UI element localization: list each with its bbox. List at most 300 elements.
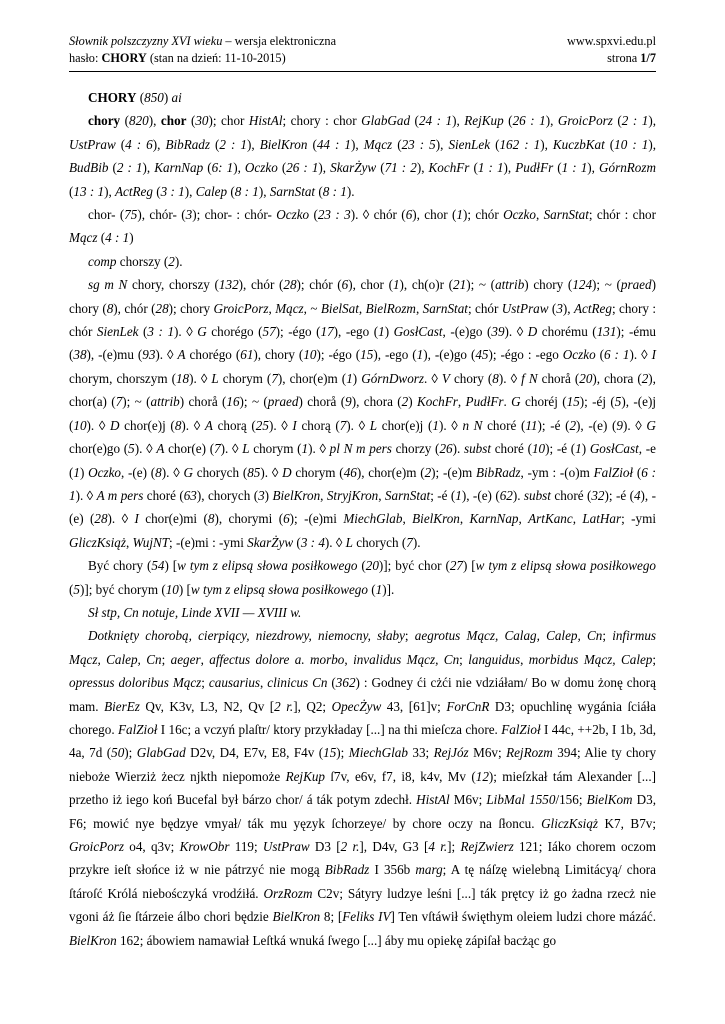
text-run: ). xyxy=(174,253,183,269)
text-run: chorému ( xyxy=(537,324,597,340)
italic-run: opressus doloribus Mącz xyxy=(69,675,202,691)
italic-run: Oczko xyxy=(276,207,310,223)
header-divider xyxy=(69,71,656,72)
italic-run: G xyxy=(183,464,193,480)
text-run: ( xyxy=(327,675,336,691)
italic-run: BierEz xyxy=(104,698,140,714)
text-run: ) [ xyxy=(164,558,178,574)
italic-run: BibRadz xyxy=(324,862,370,878)
italic-run: Calep xyxy=(195,183,228,199)
text-run: ( xyxy=(604,136,615,152)
italic-run: G xyxy=(646,417,656,433)
text-run: Być chory ( xyxy=(88,558,152,574)
italic-run: 6 xyxy=(283,511,290,527)
italic-run: 1 xyxy=(432,417,439,433)
italic-run: BielKom xyxy=(586,792,633,808)
text-run: ), chora ( xyxy=(351,394,402,410)
text-run: , xyxy=(358,300,366,316)
text-run: ), xyxy=(152,136,166,152)
italic-run: 63 xyxy=(183,487,197,503)
entry-paragraph xyxy=(69,109,656,203)
italic-run: 1 xyxy=(378,324,385,340)
entry-paragraph xyxy=(69,273,656,554)
italic-run: HistAl xyxy=(248,113,283,129)
text-run: ( xyxy=(97,230,106,246)
italic-run: 132 xyxy=(218,277,239,293)
italic-run: 6: 1 xyxy=(211,160,234,176)
text-run: ), xyxy=(562,300,574,316)
italic-run: 8 xyxy=(106,300,114,316)
text-run: ), -(e)mu ( xyxy=(86,347,143,363)
text-run: ), -ego ( xyxy=(333,324,379,340)
italic-run: 20 xyxy=(579,370,593,386)
italic-run: aegrotus Mącz, Calag, Calep, Cn xyxy=(414,628,603,644)
text-run: ) chorå ( xyxy=(179,394,227,410)
italic-run: KochFr xyxy=(417,394,458,410)
text-run: ); -égo ( xyxy=(316,347,361,363)
italic-run: 2 xyxy=(424,464,432,480)
text-run: ( xyxy=(120,113,130,129)
italic-run: 85 xyxy=(247,464,261,480)
text-run: ; chory : chór xyxy=(69,300,656,340)
italic-run: causarius xyxy=(208,675,261,691)
text-run: chorym ( xyxy=(291,464,344,480)
italic-run: attrib xyxy=(495,277,525,293)
text-run: ), -(e) ( xyxy=(69,487,656,527)
text-run: ); xyxy=(336,745,349,761)
text-run: D2v, D4, E7v, E8, F4v ( xyxy=(185,745,324,761)
italic-run: SienLek xyxy=(96,324,139,340)
text-run: Qv, K3v, L3, N2, Qv [ xyxy=(139,698,275,714)
italic-run: 5 xyxy=(614,394,622,410)
italic-run: GliczKsiąż xyxy=(69,534,126,550)
text-run: M6v; xyxy=(468,745,507,761)
italic-run: 18 xyxy=(175,370,190,386)
text-run: ( xyxy=(633,464,642,480)
text-run: ; xyxy=(459,651,469,667)
text-run: , xyxy=(459,511,470,527)
text-run: ; xyxy=(161,651,171,667)
text-run: ), xyxy=(104,183,116,199)
text-run: ). ◊ xyxy=(498,370,522,386)
text-run: , xyxy=(320,487,327,503)
italic-run: GroicPorz xyxy=(557,113,613,129)
text-run: ) xyxy=(79,464,89,480)
text-run: ). xyxy=(512,487,524,503)
text-run: ( xyxy=(392,136,402,152)
text-run: ); -éj ( xyxy=(579,394,615,410)
italic-run: MiechGlab xyxy=(343,511,403,527)
text-run: ); -(e)m xyxy=(431,464,476,480)
text-run: chorą ( xyxy=(296,417,340,433)
italic-run: UstPraw xyxy=(501,300,549,316)
italic-run: 30 xyxy=(195,113,209,129)
italic-run: 3 xyxy=(258,487,265,503)
text-run: ). ◊ xyxy=(75,487,97,503)
italic-run: 93 xyxy=(142,347,156,363)
text-run: ). ◊ xyxy=(308,441,330,457)
text-run: choré ( xyxy=(550,487,592,503)
text-run: ); chór ( xyxy=(296,277,342,293)
entry-paragraph xyxy=(69,250,656,273)
italic-run: 26 : 1 xyxy=(512,113,546,129)
italic-run: 9 xyxy=(345,394,352,410)
italic-run: 12 xyxy=(475,768,489,784)
italic-run: WujNT xyxy=(132,534,170,550)
italic-run: subst xyxy=(463,441,491,457)
entry-headword: CHORY xyxy=(101,51,147,65)
italic-run: GroicPorz xyxy=(69,839,124,854)
text-run: ). ◊ xyxy=(174,324,198,340)
text-run: ), xyxy=(648,136,656,152)
text-run: C2v; Sátyry ludzye leśni [...] ták prętcy iż go żadna rzecż nie vgoni áż ſie ſtárzeie álbo chori będzie xyxy=(69,885,656,925)
text-run: ), chor ( xyxy=(412,207,457,223)
text-run: chor(e)mi ( xyxy=(138,511,208,527)
italic-run: 1 xyxy=(392,277,400,293)
text-run: ); ~ ( xyxy=(466,277,496,293)
text-run: ; chory : chor xyxy=(282,113,362,129)
entry-prefix: hasło: xyxy=(69,51,102,65)
text-run: ); -é ( xyxy=(604,487,634,503)
text-run: , -(e)go ( xyxy=(442,324,492,340)
text-run: I 44c, ++2b, I 1b, 3d, 4a, 7d ( xyxy=(69,721,656,761)
italic-run: BielRozm xyxy=(365,300,416,316)
text-run: ; xyxy=(201,675,209,691)
italic-run: A xyxy=(177,347,186,363)
text-run: D3 [ xyxy=(309,839,341,854)
text-run: ). ◊ xyxy=(629,347,652,363)
text-run: ); chor xyxy=(208,113,249,129)
italic-run: 27 xyxy=(449,558,463,574)
text-run: ); ~ ( xyxy=(122,394,151,410)
text-run: ( xyxy=(553,160,562,176)
text-run: ). ◊ xyxy=(134,441,157,457)
italic-run: 28 xyxy=(94,511,108,527)
page-number xyxy=(607,50,656,67)
text-run: ), chór ( xyxy=(238,277,284,293)
italic-run: Oczko xyxy=(503,207,536,223)
italic-run: 15 xyxy=(360,347,374,363)
text-run: ( xyxy=(548,300,557,316)
text-run: ( xyxy=(186,113,196,129)
text-run: ), xyxy=(142,160,155,176)
italic-run: Feliks IV xyxy=(342,909,391,925)
italic-run: comp xyxy=(88,253,117,269)
text-run: ), -(e)j ( xyxy=(69,394,656,433)
text-run: , xyxy=(457,394,466,410)
text-run: ). xyxy=(452,441,464,457)
text-run: ). ◊ chór ( xyxy=(350,207,406,223)
text-run: , xyxy=(572,511,583,527)
italic-run: praed xyxy=(267,394,299,410)
text-run: , ~ xyxy=(303,300,321,316)
italic-run: LatHar xyxy=(582,511,622,527)
italic-run: 24 : 1 xyxy=(418,113,453,129)
italic-run: attrib xyxy=(150,394,180,410)
text-run: ; -(e)mi : -ymi xyxy=(169,534,248,550)
italic-run: 46 xyxy=(343,464,357,480)
text-run: chor(e)j ( xyxy=(119,417,175,433)
text-run: chor(e)j ( xyxy=(377,417,433,433)
italic-run: 15 xyxy=(323,745,337,761)
text-run: ; xyxy=(602,628,613,644)
italic-run: OrzRozm xyxy=(263,885,313,901)
text-run: ), xyxy=(435,136,449,152)
italic-run: GroicPorz xyxy=(213,300,269,316)
italic-run: FalZioł xyxy=(593,464,634,480)
italic-run: SkarŻyw xyxy=(247,534,294,550)
text-run: ); chor- : chór- xyxy=(192,207,277,223)
italic-run: 75 xyxy=(124,207,138,223)
italic-run: PudłFr xyxy=(515,160,554,176)
text-run: )]. xyxy=(382,581,395,597)
italic-run: 850 xyxy=(144,90,164,105)
text-run: ). ◊ xyxy=(220,441,243,457)
text-run: ( xyxy=(367,581,376,597)
text-run: ), chor(e)m ( xyxy=(356,464,425,480)
text-run: chory, chorszy ( xyxy=(127,277,219,293)
italic-run: 3 xyxy=(556,300,563,316)
italic-run: BielKron xyxy=(272,487,321,503)
italic-run: infirmus Mącz, Calep, Cn xyxy=(69,628,657,667)
text-run: ) xyxy=(264,487,273,503)
headword-run: chory xyxy=(88,113,121,129)
italic-run: HistAl xyxy=(416,792,450,808)
text-run: 8; [ xyxy=(320,909,343,925)
text-run: ). xyxy=(412,534,421,550)
italic-run: G xyxy=(197,324,207,340)
italic-run: 1 xyxy=(73,464,80,480)
italic-run: Oczko xyxy=(88,464,121,480)
italic-run: 1 xyxy=(416,347,424,363)
text-run: , -e ( xyxy=(69,441,656,480)
italic-run: BudBib xyxy=(69,160,109,176)
text-run: choré ( xyxy=(143,487,184,503)
text-run: ); -égo ( xyxy=(275,324,321,340)
italic-run: 1 xyxy=(455,487,462,503)
text-run: ; chór : chor xyxy=(588,207,656,223)
text-run: ). ◊ xyxy=(107,511,135,527)
italic-run: 10 xyxy=(303,347,317,363)
text-run: ( xyxy=(277,160,287,176)
text-run: ( xyxy=(152,183,161,199)
italic-run: 162 : 1 xyxy=(499,136,541,152)
text-run: chorå ( xyxy=(537,370,580,386)
italic-run: 7 xyxy=(115,394,123,410)
text-run: ], D4v, G3 [ xyxy=(359,839,429,854)
text-run: 43, [61]v; xyxy=(381,698,447,714)
text-run: M6v; xyxy=(449,792,487,808)
italic-run: KuczbKat xyxy=(552,136,605,152)
italic-run: f N xyxy=(521,370,538,386)
italic-run: SarnStat xyxy=(543,207,589,223)
text-run: 119; xyxy=(229,839,263,854)
italic-run: SienLek xyxy=(448,136,491,152)
italic-run: 44 : 1 xyxy=(316,136,351,152)
italic-run: ActReg xyxy=(573,300,612,316)
italic-run: BibRadz xyxy=(165,136,210,152)
italic-run: aeger xyxy=(170,651,201,667)
italic-run: 1 xyxy=(301,441,309,457)
italic-run: KarnNap xyxy=(469,511,519,527)
italic-run: 4 r. xyxy=(428,839,448,854)
italic-run: 1 xyxy=(575,441,582,457)
text-run: . xyxy=(503,394,512,410)
headword-run: chor xyxy=(160,113,187,129)
italic-run: KochFr xyxy=(428,160,470,176)
entry-paragraph xyxy=(69,601,656,624)
italic-run: GliczKsiąż xyxy=(541,815,599,831)
italic-run: 6 : 1 xyxy=(604,347,630,363)
italic-run: Sł stp, Cn notuje, Linde XVII — XVIII w. xyxy=(88,604,302,620)
entry-info xyxy=(69,50,286,67)
text-run: ); xyxy=(124,745,137,761)
text-run: choré ( xyxy=(490,441,532,457)
italic-run: 10 xyxy=(165,581,179,597)
italic-run: BielKron xyxy=(272,909,321,925)
text-run: ), -(e) ( xyxy=(461,487,500,503)
text-run: choré ( xyxy=(482,417,526,433)
text-run: ( xyxy=(469,160,478,176)
text-run: , xyxy=(125,534,133,550)
text-run: ). ◊ xyxy=(504,324,528,340)
entry-paragraph xyxy=(69,624,656,952)
text-run: ), ch(o)r ( xyxy=(399,277,454,293)
text-run: ( xyxy=(490,136,500,152)
text-run: , xyxy=(344,651,354,667)
text-run: ); -(e)mi xyxy=(289,511,344,527)
italic-run: 17 xyxy=(320,324,334,340)
text-run: ), xyxy=(648,113,656,129)
italic-run: 2 : 1 xyxy=(116,160,143,176)
entry-date: (stan na dzień: 11-10-2015) xyxy=(146,51,286,65)
text-run: ; -ymi xyxy=(621,511,656,527)
italic-run: 4 : 1 xyxy=(105,230,130,246)
text-run: chor- ( xyxy=(88,207,125,223)
italic-run: 26 xyxy=(439,441,453,457)
text-run: ( xyxy=(138,324,148,340)
text-run: ); chór xyxy=(462,207,504,223)
text-run: ], Q2; xyxy=(293,698,332,714)
italic-run: GosłCast xyxy=(589,441,639,457)
text-run: ), xyxy=(350,136,364,152)
italic-run: MiechGlab xyxy=(348,745,408,761)
text-run: , xyxy=(260,675,268,691)
text-run: ). ◊ xyxy=(260,464,283,480)
text-run: ( xyxy=(209,136,220,152)
italic-run: 16 xyxy=(226,394,240,410)
text-run: ); chory xyxy=(168,300,214,316)
dictionary-name xyxy=(69,33,336,50)
dictionary-title: Słownik polszczyzny XVI wieku xyxy=(69,34,223,48)
text-run: ) xyxy=(129,230,134,246)
italic-run: StryjKron xyxy=(326,487,379,503)
text-run: ), -(e)go ( xyxy=(423,347,476,363)
text-run: ( xyxy=(136,90,145,105)
header-row-2 xyxy=(69,50,656,67)
text-run: , xyxy=(520,651,529,667)
italic-run: 7 xyxy=(214,441,221,457)
italic-run: 15 xyxy=(566,394,580,410)
italic-run: 6 xyxy=(341,277,349,293)
italic-run: A xyxy=(156,441,165,457)
italic-run: L xyxy=(369,417,378,433)
italic-run: 1 xyxy=(456,207,463,223)
italic-run: affectus dolore a. morbo xyxy=(209,651,345,667)
text-run: . ◊ xyxy=(424,370,442,386)
italic-run: 1 : 1 xyxy=(561,160,588,176)
text-run: ), chór- ( xyxy=(137,207,186,223)
italic-run: n N xyxy=(462,417,483,433)
text-run: chorych ( xyxy=(352,534,407,550)
italic-run: 3 xyxy=(185,207,193,223)
italic-run: I xyxy=(134,511,139,527)
text-run: K7, B7v; xyxy=(598,815,656,831)
text-run: ). xyxy=(346,183,355,199)
italic-run: GórnRozm xyxy=(599,160,656,176)
italic-run: 10 xyxy=(531,441,546,457)
italic-run: 3 : 4 xyxy=(300,534,325,550)
entry-paragraph xyxy=(69,554,656,601)
text-run: ), xyxy=(318,160,331,176)
italic-run: 2 : 1 xyxy=(621,113,649,129)
italic-run: 362 xyxy=(335,675,356,691)
text-run: ) chory ( xyxy=(524,277,573,293)
italic-run: 13 : 1 xyxy=(73,183,105,199)
text-run: ). ◊ xyxy=(161,464,184,480)
italic-run: 8 : 1 xyxy=(234,183,259,199)
italic-run: 32 xyxy=(591,487,605,503)
italic-run: 2 xyxy=(569,417,577,433)
text-run: , xyxy=(200,651,210,667)
text-run: ( xyxy=(612,113,622,129)
text-run: ); -ému ( xyxy=(69,324,656,363)
text-run: o4, q3v; xyxy=(124,839,180,854)
text-run: chorą ( xyxy=(212,417,256,433)
text-run: ]; xyxy=(447,839,461,854)
italic-run: FalZioł xyxy=(501,721,541,737)
text-run: ); ~ ( xyxy=(239,394,268,410)
text-run: chor(e) ( xyxy=(164,441,215,457)
text-run: ). ◊ xyxy=(86,417,111,433)
italic-run: 25 xyxy=(255,417,269,433)
italic-run: SarnStat xyxy=(269,183,316,199)
text-run: ( xyxy=(503,113,513,129)
text-run: 33; xyxy=(407,745,434,761)
dictionary-entry-body xyxy=(69,86,656,952)
italic-run: 62 xyxy=(499,487,513,503)
text-run: ). ◊ xyxy=(438,417,463,433)
text-run: ( xyxy=(108,160,117,176)
italic-run: 2 xyxy=(168,253,175,269)
text-run: ) chory ( xyxy=(69,277,656,316)
edition-label: – wersja elektroniczna xyxy=(222,34,337,48)
text-run: ſ7v, e6v, f7, i8, k4v, Mv ( xyxy=(324,768,476,784)
website-url[interactable]: www.spxvi.edu.pl xyxy=(566,34,656,48)
italic-run: GlabGad xyxy=(361,113,411,129)
text-run: ( xyxy=(315,183,323,199)
italic-run: morbidus Mącz, Calep xyxy=(528,651,653,667)
italic-run: 2 xyxy=(641,370,649,386)
text-run: chorégo ( xyxy=(206,324,263,340)
italic-run: D xyxy=(527,324,538,340)
text-run: ), xyxy=(184,183,196,199)
text-run: ( xyxy=(227,183,235,199)
text-run: ), xyxy=(545,113,558,129)
italic-run: PudłFr xyxy=(465,394,504,410)
text-run: ), -(e) ( xyxy=(576,417,617,433)
italic-run: D xyxy=(282,464,292,480)
